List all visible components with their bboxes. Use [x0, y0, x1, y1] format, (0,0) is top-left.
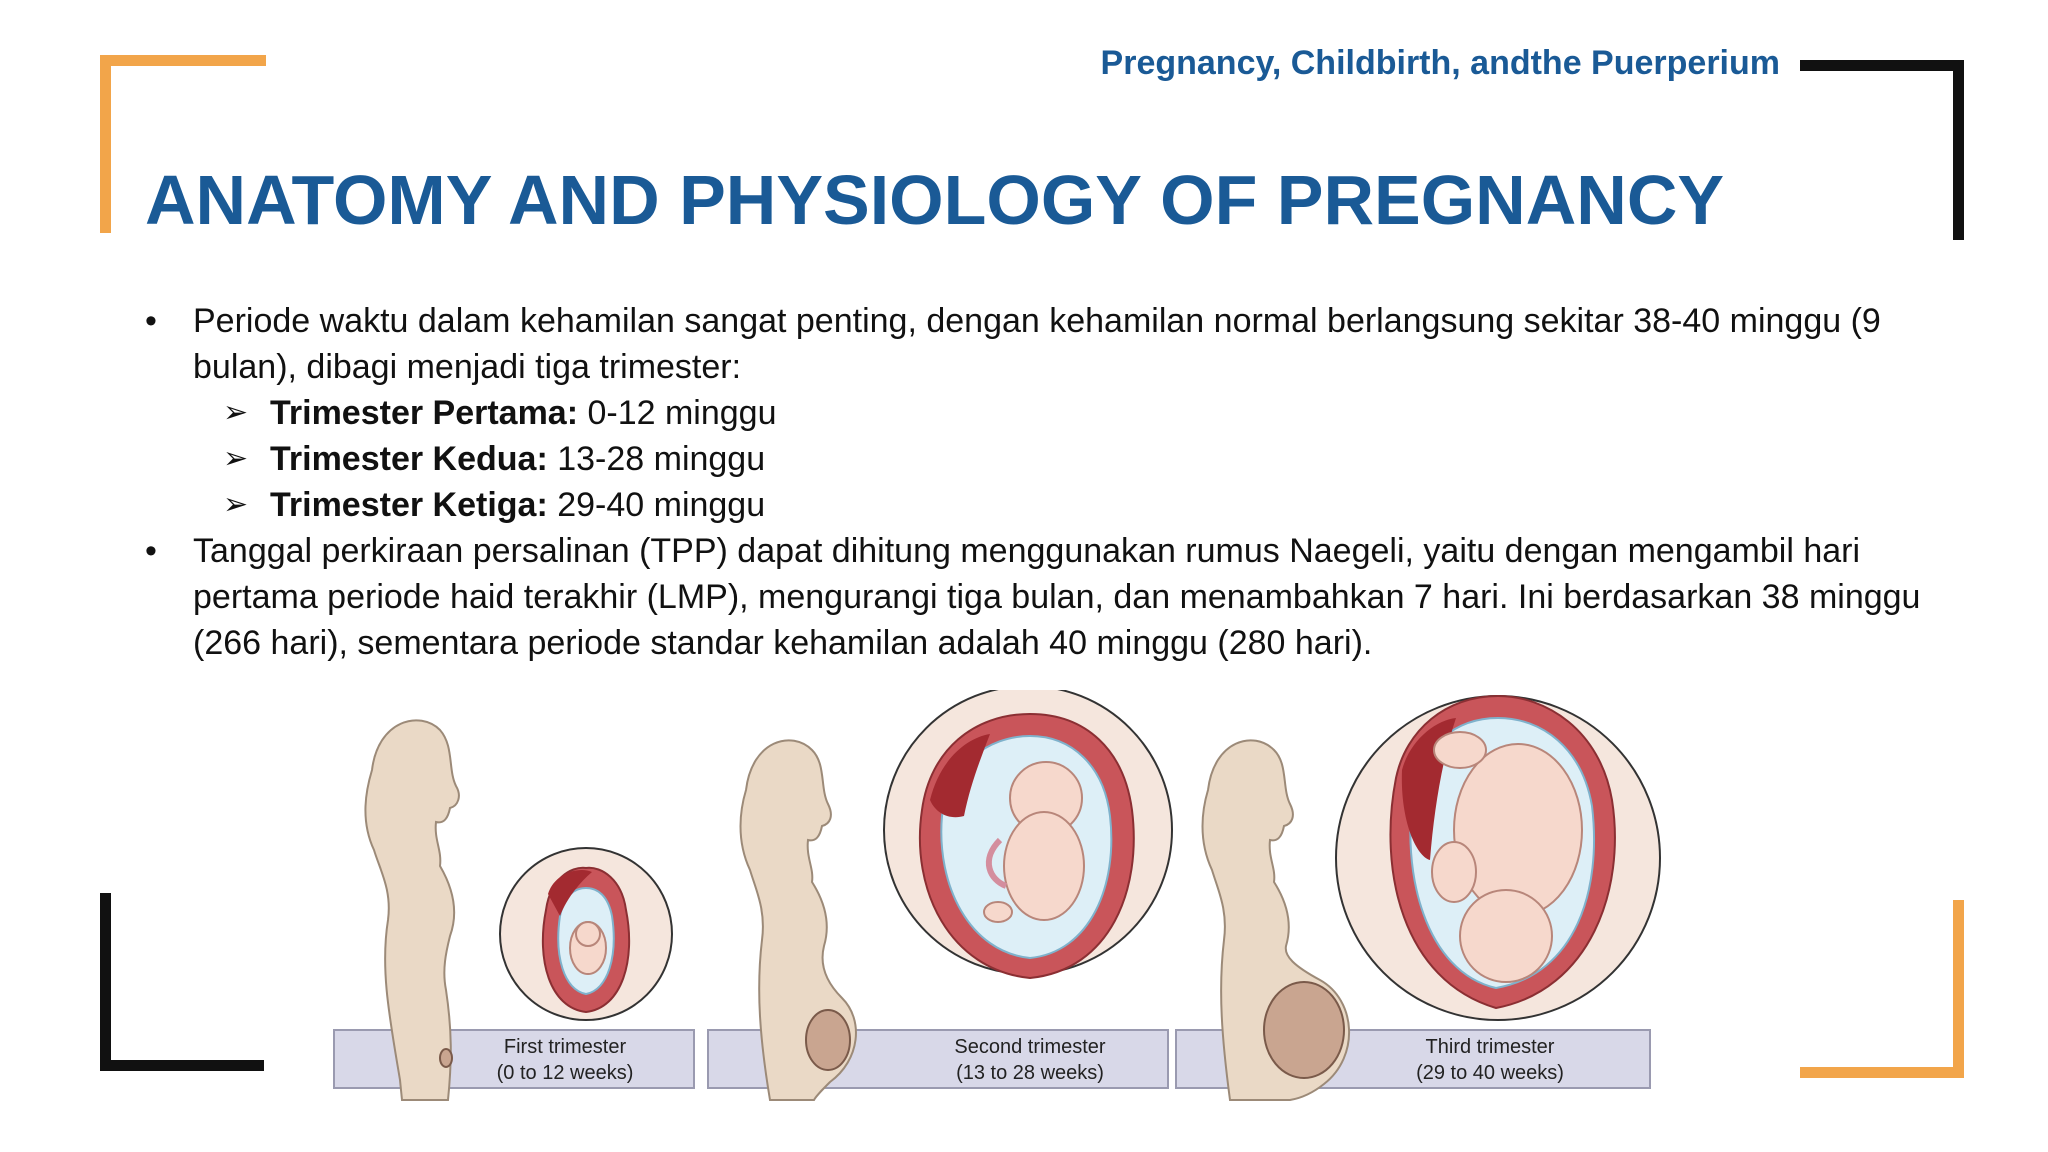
sub-item-value: 29-40 minggu: [547, 486, 766, 524]
stage-range: (29 to 40 weeks): [1416, 1062, 1564, 1084]
second-trimester-label: [900, 1034, 1160, 1086]
uterus-second-trimester: [884, 690, 1172, 978]
body-content: [145, 298, 1925, 666]
sub-item-value: 13-28 minggu: [547, 440, 766, 478]
sub-item-third-trimester: [145, 482, 1925, 528]
sub-item-value: 0-12 minggu: [578, 394, 777, 432]
bullet-text: Tanggal perkiraan persalinan (TPP) dapat dihitung menggunakan rumus Naegeli, yaitu dengan mengambil hari pertama periode haid terakhir (LMP), mengurangi tiga bulan, dan menambahkan 7 hari. Ini berdasarkan 38 minggu (266 hari), sementara periode standar kehamilan adalah 40 minggu (280 hari).: [193, 532, 1921, 662]
bullet-dot-icon: •: [145, 302, 157, 340]
bullet-naegeli-rule: [145, 528, 1925, 666]
bottom-left-black-bracket: [100, 893, 264, 1071]
bullet-text: Periode waktu dalam kehamilan sangat penting, dengan kehamilan normal berlangsung sekitar 38-40 minggu (9 bulan), dibagi menjadi tiga trimester:: [193, 302, 1881, 386]
stage-name: Third trimester: [1425, 1036, 1555, 1058]
stage-range: (0 to 12 weeks): [496, 1062, 634, 1084]
bullet-dot-icon: •: [145, 532, 157, 570]
first-trimester-label: [440, 1034, 690, 1086]
sub-item-second-trimester: [145, 436, 1925, 482]
sub-item-label: Trimester Pertama:: [270, 394, 579, 432]
pregnancy-stages-illustration: [330, 690, 1670, 1110]
arrow-bullet-icon: ➢: [223, 396, 249, 429]
sub-item-label: Trimester Ketiga:: [270, 486, 548, 524]
uterus-third-trimester: [1336, 696, 1660, 1020]
third-trimester-label: [1360, 1034, 1620, 1086]
arrow-bullet-icon: ➢: [223, 488, 249, 521]
uterus-medium: [806, 1010, 850, 1070]
arrow-bullet-icon: ➢: [223, 442, 249, 475]
top-right-black-bracket: [1800, 60, 1964, 240]
bullet-trimester-periods: [145, 298, 1925, 390]
course-title: Pregnancy, Childbirth, andthe Puerperium: [1100, 44, 1780, 82]
uterus-first-trimester: [500, 848, 672, 1020]
stage-name: First trimester: [503, 1036, 627, 1058]
uterus-large: [1264, 982, 1344, 1078]
stage-name: Second trimester: [954, 1036, 1106, 1058]
bottom-right-orange-bracket: [1800, 900, 1964, 1078]
slide-title: ANATOMY AND PHYSIOLOGY OF PREGNANCY: [145, 161, 1725, 239]
sub-item-label: Trimester Kedua:: [270, 440, 548, 478]
sub-item-first-trimester: [145, 390, 1925, 436]
stage-range: (13 to 28 weeks): [956, 1062, 1104, 1084]
